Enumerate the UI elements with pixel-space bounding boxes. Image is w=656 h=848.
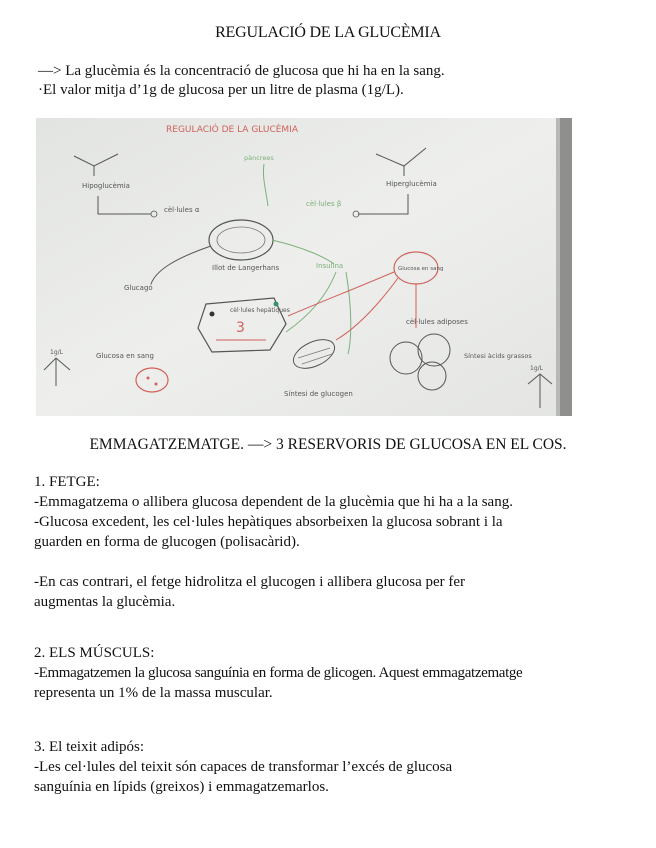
muscles-heading: 2. ELS MÚSCULS: [34, 645, 155, 661]
wb-hyperglycemia: Hiperglucèmia [386, 180, 437, 188]
whiteboard-surface [36, 118, 572, 416]
wb-alpha-cells: cèl·lules α [164, 206, 200, 214]
svg-text:3: 3 [236, 320, 245, 336]
intro-line-2: ·El valor mitja d’1g de glucosa per un litre de plasma (1g/L). [38, 82, 404, 98]
intro-line-1: —> La glucèmia és la concentració de glucosa que hi ha en la sang. [38, 63, 445, 79]
wb-insulin: Insulina [316, 262, 344, 270]
whiteboard-photo [36, 118, 572, 416]
wb-glucose-blood-left: Glucosa en sang [96, 352, 154, 360]
wb-glucagon: Glucagó [124, 284, 153, 292]
liver-heading: 1. FETGE: [34, 474, 100, 490]
liver-line-2: -Glucosa excedent, les cel·lules hepàtiques absorbeixen la glucosa sobrant i la [34, 514, 503, 530]
wb-fat-synthesis: Síntesi àcids grassos [464, 352, 532, 360]
muscles-line-1: -Emmagatzemen la glucosa sanguínia en forma de glicogen. Aquest emmagatzematge [34, 665, 523, 681]
wb-blood-glucose: Glucosa en sang [398, 266, 444, 272]
liver-line-5: augmentas la glucèmia. [34, 594, 176, 610]
storage-heading: EMMAGATZEMATGE. —> 3 RESERVORIS DE GLUCOSA EN EL COS. [89, 436, 567, 453]
adipose-line-1: -Les cel·lules del teixit són capaces de transformar l’excés de glucosa [34, 759, 453, 775]
adipose-heading: 3. El teixit adipós: [34, 739, 144, 755]
liver-line-3: guarden en forma de glucogen (polisacàrid). [34, 534, 300, 550]
page-title: REGULACIÓ DE LA GLUCÈMIA [215, 24, 441, 41]
liver-line-4: -En cas contrari, el fetge hidrolitza el glucogen i allibera glucosa per fer [34, 574, 466, 590]
liver-section [34, 472, 646, 612]
wb-unit-right: 1g/L [530, 365, 543, 372]
wb-beta-cells: cèl·lules β [306, 200, 342, 208]
muscles-section [34, 643, 646, 703]
wb-unit-left: 1g/L [50, 349, 63, 356]
wb-hepatic-cells: cèl·lules hepàtiques [230, 307, 290, 314]
adipose-line-2: sanguínia en lípids (greixos) i emmagatzemarlos. [34, 779, 329, 795]
wb-pancreas: pàncrees [244, 154, 274, 162]
adipose-section [34, 737, 646, 797]
wb-adipose-cells: cèl·lules adiposes [406, 318, 468, 326]
wb-title: REGULACIÓ DE LA GLUCÈMIA [166, 125, 298, 135]
wb-islet-label: Illot de Langerhans [212, 264, 280, 272]
liver-line-1: -Emmagatzema o allibera glucosa dependent de la glucèmia que hi ha a la sang. [34, 494, 513, 510]
wb-glycogen-synthesis: Síntesi de glucogen [284, 390, 353, 398]
intro-text [38, 62, 445, 100]
muscles-line-2: representa un 1% de la massa muscular. [34, 685, 273, 701]
wb-hypoglycemia: Hipoglucèmia [82, 182, 130, 190]
